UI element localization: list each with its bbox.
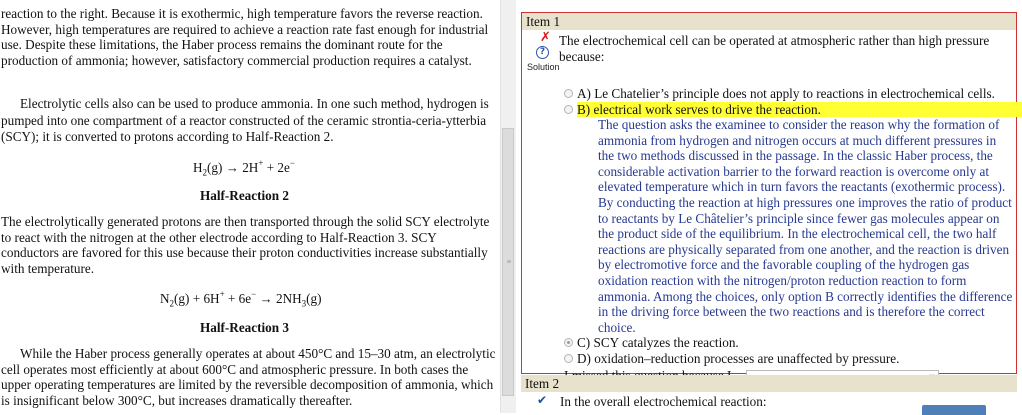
solution-explanation: The question asks the examinee to consider the reason why the formation of ammonia from hydrogen and nitrogen occurs at much different pressures in the two methods discussed in the passage. In the classic Haber process, the considerable activation barrier to the forward reaction is overcome only at elevated temperature which in turn favors the reactants (exothermic process). By conducting the reaction at high pressures one improves the ratio of product to reactants by Le Châtelier’s principle since fewer gas molecules appear on the product side of the equilibrium. In the electrochemical cell, the two half reactions are physically separated from one another, and the reaction is driven by electromotive force and the favorable coupling of the hydrogen gas oxidation reaction with the nitrogen/proton reduction reaction to form ammonia. Among the choices, only option B correctly identifies the difference in the driving force between the two reactions and is therefore the correct choice. [598,117,1013,335]
half-reaction-2-label: Half-Reaction 2 [200,188,289,203]
equation-half-reaction-3: $N_2(g) + 6H^+ + 6e^- \to 2NH_3(g)$ [160,288,322,309]
equation-half-reaction-2: $H_2(g) \to 2H^+ + 2e^-$ [193,157,295,178]
item-1-header[interactable]: Item 1 [522,13,1016,30]
passage-pane [0,0,500,413]
item-1-panel [521,12,1017,374]
question-pane [518,0,1022,413]
half-reaction-3-label: Half-Reaction 3 [200,320,289,335]
radio-button[interactable] [564,354,573,363]
scrollbar-thumb[interactable] [502,128,514,396]
passage-paragraph: While the Haber process generally operates at about 450°C and 15–30 atm, an electrolytic cell operates most efficiently at about 600°C and atmospheric pressure. In both cases the upper operating temperatures are limited by the reversible decomposition of ammonia, which is insignificant below 300°C, but increases dramatically thereafter. [1,346,496,408]
question-stem: The electrochemical cell can be operated at atmospheric rather than high pressure because: [559,33,990,64]
cross-icon: ✗ [540,30,551,45]
checkmark-icon: ✔ [537,393,548,407]
question-circle-icon[interactable]: ? [536,46,549,59]
answer-choice-b[interactable] [564,102,1022,118]
radio-button[interactable] [564,105,573,114]
correct-answer-highlight: B) electrical work serves to drive the reaction. [577,102,1022,117]
solution-label[interactable]: Solution [527,62,560,72]
answer-choice-a[interactable]: A) Le Chatelier’s principle does not apply to reactions in electrochemical cells. [564,86,995,102]
nav-button[interactable] [922,405,986,415]
radio-button-selected[interactable] [564,338,573,347]
answer-choice-c[interactable]: C) SCY catalyzes the reaction. [564,335,739,351]
answer-choice-d[interactable]: D) oxidation–reduction processes are unaffected by pressure. [564,351,899,367]
item-2-header[interactable]: Item 2 [521,375,1017,392]
passage-paragraph: The electrolytically generated protons are then transported through the solid SCY electrolyte to react with the nitrogen at the other electrode according to Half-Reaction 3. SCY conductors are favored for this use because their proton conductivities increase substantially with temperature. [1,214,490,276]
passage-paragraph: Electrolytic cells also can be used to produce ammonia. In one such method, hydrogen is pumped into one compartment of a reactor constructed of the ceramic strontia-ceria-ytterbia (SCY); it is converted to protons according to Half-Reaction 2. [1,96,489,144]
passage-scrollbar[interactable] [500,0,516,413]
item-2-stem: In the overall electrochemical reaction: [560,394,767,409]
radio-button[interactable] [564,89,573,98]
grip-icon: ≡ [506,257,512,266]
passage-paragraph: reaction to the right. Because it is exothermic, high temperature favors the reverse reaction. However, high temperatures are required to achieve a reaction rate fast enough for industrial use. Despite these limitations, the Haber process remains the dominant route for the production of ammonia; however, satisfactory commercial production requires a catalyst. [1,6,489,68]
